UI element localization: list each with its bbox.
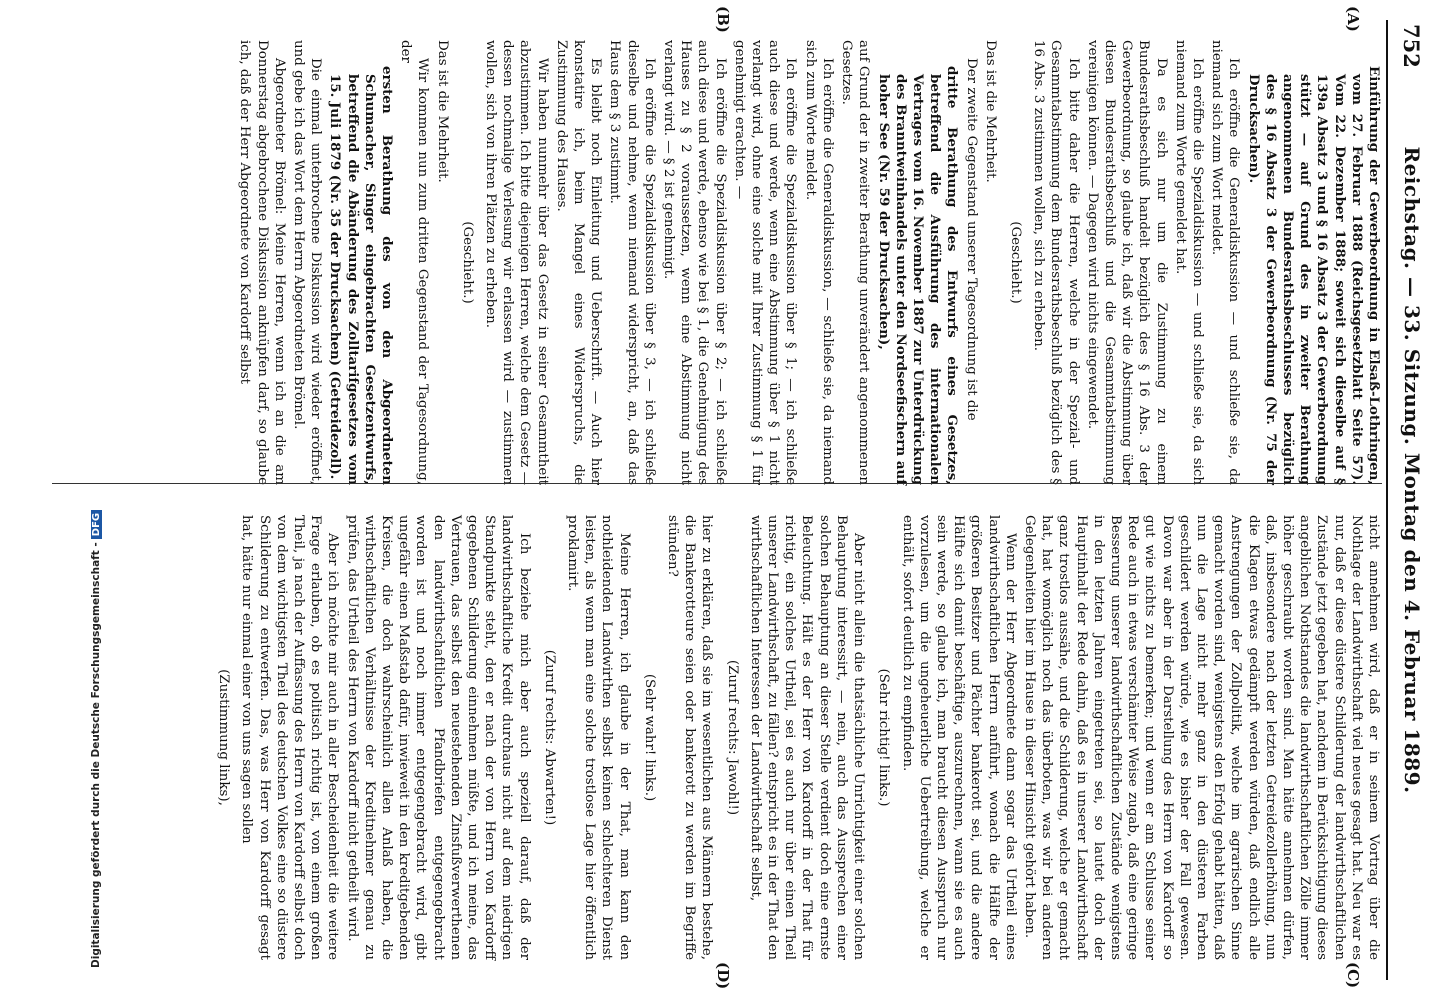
paragraph: nicht annehmen wird, daß er in seinem Vortrag über die Nothlage der Landwirthschaft viel neues gesagt hat. Neu war es nur, daß er diese düstere Schilderung der landwirthschaftlichen Zustände jetzt gegeben hat, nachdem in Berücksichtigung dieses angeblichen Nothstandes die landwirthschaftlichen Zölle immer höher geschraubt worden sind. Man hätte annehmen dürfen, daß, insbesondere nach der letzten Getreidezollerhöhung, nun die Klagen etwas gedämpft werden würden, daß endlich alle Anstrengungen der Zollpolitik, welche im agrarischen Sinne gemacht worden sind, wenigstens den Erfolg gehabt hätten, daß nun die Lage nicht mehr ganz in den düsteren Farben geschildert werden würde, wie es bisher der Fall gewesen. Davon war aber in der Darstellung des Herrn von Kardorff so gut wie nichts zu bemerken; und wenn er am Schlusse seiner Rede auch in etwas verschämter Weise zugab, daß eine geringe Besserung unserer landwirthschaftlichen Zustände wenigstens in den letzten Jahren eingetreten sei, so lautet doch der Hauptinhalt der Rede dahin, daß es in unserer Landwirthschaft ganz trostlos aussähe, und die Schilderung, welche er gemacht hat, hat womöglich noch das überboten, was wir bei anderen Gelegenheiten hier im Hause in dieser Hinsicht gehört haben. bbox=[1021, 515, 1381, 960]
paragraph: Ich bitte daher die Herren, welche in der Spezial- und Gesammtabstimmung dem Bundesrathsbeschluß bezüglich des § 16 Abs. 3 zustimmen wollen, sich zu erheben. bbox=[1031, 40, 1081, 485]
margin-marker-a: (A) bbox=[1344, 6, 1362, 32]
paragraph: auf Grund der in zweiter Berathung unverändert angenommenen Gesetzes. bbox=[839, 40, 872, 485]
running-title: Reichstag. — 33. Sitzung. Montag den 4. Februar 1889. bbox=[1400, 146, 1424, 794]
digitization-note-text: Digitalisierung gefördert durch die Deutsche Forschungsgemeinschaft - bbox=[90, 542, 102, 968]
paragraph: Ich eröffne die Spezialdiskussion über § 3, — ich schließe dieselbe und nehme, wenn niemand widerspricht, an, daß das Haus dem § 3 zustimmt. bbox=[607, 40, 657, 485]
paragraph: Ich eröffne die Generaldiskussion, — schließe sie, da niemand sich zum Worte meldet. bbox=[802, 40, 835, 485]
paragraph: Da es sich nur um die Zustimmung zu einem Bundesrathsbeschluß handelt bezüglich des § 16 Abs. 3 der Gewerbeordnung, so glaube ich, daß wir die Abstimmung über diesen Bundesrathsbeschluß und die Gesammtabstimmung vereinigen können. — Dagegen wird nichts eingewendet. bbox=[1084, 40, 1169, 485]
agenda-item: dritte Berathung des Entwurfs eines Gesetzes, betreffend die Ausführung des internationalen Vertrages vom 16. November 1887 zur Unterdrückung des Branntweinhandels unter den Nordseefischern auf hoher See (Nr. 59 der Drucksachen), bbox=[875, 66, 961, 485]
paragraph: Wir kommen nun zum dritten Gegenstand der Tagesordnung, der bbox=[398, 40, 431, 485]
agenda-item: Einführung der Gewerbeordnung in Elsaß-Lothringen, vom 27. Februar 1888 (Reichsgesetzblatt Seite 57). Vom 22. Dezember 1888; soweit sich dieselbe auf § 139a Absatz 3 und § 16 Absatz 3 der Gewerbeordnung stützt — auf Grund des in zweiter Berathung angenommenen Bundesrathsbeschlusses bezüglich des § 16 Absatz 3 der Gewerbeordnung (Nr. 75 der Drucksachen). bbox=[1245, 66, 1382, 485]
paragraph: Ich eröffne die Spezialdiskussion über § 1; — ich schließe auch diese und werde, wenn eine Abstimmung über § 1 nicht verlangt wird, ohne eine solche mit Ihrer Zustimmung § 1 für genehmigt erachten. — bbox=[731, 40, 799, 485]
dfg-logo: DFG bbox=[91, 510, 102, 539]
column-divider bbox=[52, 483, 1382, 484]
paragraph: Es bleibt noch Einleitung und Ueberschrift. — Auch hier konstatire ich, beim Mangel eines Widerspruchs, die Zustimmung des Hauses. bbox=[553, 40, 604, 485]
interjection: (Geschieht.) bbox=[459, 221, 475, 304]
header-rule bbox=[1386, 20, 1388, 980]
interjection: (Zuruf rechts: Abwarten!) bbox=[541, 649, 557, 826]
paragraph: Ich eröffne die Spezialdiskussion — und schließe sie, da sich niemand zum Worte gemeldet hat. bbox=[1172, 40, 1205, 485]
page-number: 752 bbox=[1399, 24, 1424, 68]
interjection: (Zuruf rechts: Jawohl!) bbox=[724, 659, 740, 816]
margin-marker-b: (B) bbox=[714, 6, 732, 33]
paragraph: Wir haben nunmehr über das Gesetz in seiner Gesammtheit abzustimmen. Ich bitte diejenigen Herren, welche dem Gesetz — dessen nochmalige Verlesung wir erlassen wird — zustimmen wollen, sich von ihren Plätzen zu erheben. bbox=[483, 40, 550, 485]
digitization-note bbox=[90, 0, 102, 968]
right-column bbox=[207, 515, 1382, 960]
paragraph: Aber ich möchte mir auch in aller Bescheidenheit die weitere Frage erlauben, ob es politisch richtig ist, von einem großen Theil, ja nach der Auffassung des Herrn von Kardorff selbst doch von dem wichtigsten Theil des deutschen Volkes eine so düstere Schilderung zu entwerfen. Das, was Herr von Kardorff gesagt hat, hätte nur einmal einer von uns sagen sollen bbox=[239, 515, 341, 960]
paragraph: Das ist die Mehrheit. bbox=[982, 40, 998, 183]
paragraph: Das ist die Mehrheit. bbox=[434, 40, 450, 183]
paragraph: Der zweite Gegenstand unserer Tagesordnung ist die bbox=[963, 58, 979, 421]
paragraph: Aber nicht allein die thatsächliche Unrichtigkeit einer solchen Behauptung interessirt, — nein, auch das Aussprechen einer solchen Behauptung an dieser Stelle verdient doch eine ernste Beleuchtung. Hält es der Herr von Kardorff in der That für richtig, ein solches Urtheil, sei es auch nur über einen Theil unserer Landwirthschaft, zu fällen? entspricht es in der That den wirthschaftlichen Interessen der Landwirthschaft selbst, bbox=[747, 515, 867, 960]
paragraph: Ich eröffne die Spezialdiskussion über § 2; — ich schließe auch diese und werde, ebenso wie bei § 1, die Genehmigung des Hauses zu § 2 voraussetzen, wenn eine Abstimmung nicht verlangt wird. — § 2 ist genehmigt. bbox=[661, 40, 728, 485]
paragraph: hier zu erklären, daß sie im wesentlichen aus Männern bestehe, die Bankerotteure seien oder bankerott zu werden im Begriffe stünden? bbox=[665, 515, 715, 960]
paragraph: Abgeordneter Brömel: Meine Herren, wenn ich an die am Donnerstag abgebrochene Diskussion anknüpfen darf, so glaube ich, daß der Herr Abgeordnete von Kardorff selbst bbox=[237, 40, 287, 485]
margin-marker-d: (D) bbox=[714, 962, 732, 990]
paragraph: Ich beziehe mich aber auch speziell darauf, daß der landwirthschaftliche Kredit durchaus nicht auf dem niedrigen Standpunkte steht, den er nach der von Herrn von Kardorff gegebenen Schilderung einnehmen müßte, und ich meine, das Vertrauen, das selbst den neuestehenden Zinsfußverwerthenen den landwirthschaftlichen Pfandbriefen entgegengebracht worden ist und noch immer entgegengebracht wird, gibt ungefähr einen Maßstab dafür, inwieweit in den kreditgebenden Kreisen, die doch wahrscheinlich allen Anlaß haben, die wirthschaftlichen Verhältnisse der Kreditnehmer genau zu prüfen, das Urtheil des Herrn von Kardorff nicht getheilt wird. bbox=[344, 515, 532, 960]
paragraph: Wenn der Herr Abgeordnete dann sogar das Urtheil eines landwirthschaftlichen Herrn anführt, wonach die Hälfte der größeren Besitzer und Pächter bankerott sei, und die andere Hälfte sich damit beschäftige, auszurechnen, wann sie es auch sein werde, so glaube ich, man braucht diesen Ausspruch nur vorzulesen, um die ungeheuerliche Uebertreibung, welche er enthält, sofort deutlich zu empfinden. bbox=[899, 515, 1018, 960]
interjection: (Zustimmung links), bbox=[216, 669, 232, 806]
interjection: (Sehr richtig! links.) bbox=[876, 668, 892, 807]
left-column bbox=[234, 40, 1382, 485]
interjection: (Sehr wahr! links.) bbox=[641, 673, 657, 802]
interjection: (Geschieht.) bbox=[1007, 221, 1023, 304]
agenda-item: ersten Berathung des von den Abgeordneten Schumacher, Singer eingebrachten Gesetzentwurfs, betreffend die Abänderung des Zolltarifgesetzes vom 15. Juli 1879 (Nr. 35 der Drucksachen) (Getreidezoll). bbox=[327, 66, 396, 485]
margin-marker-c: (C) bbox=[1344, 962, 1362, 989]
paragraph: Ich eröffne die Generaldiskussion — und schließe sie, da niemand sich zum Wort meldet. bbox=[1209, 40, 1242, 485]
paragraph: Die einmal unterbrochene Diskussion wird wieder eröffnet, und gebe ich das Wort dem Herrn Abgeordneten Brömel. bbox=[291, 40, 324, 485]
paragraph: Meine Herren, ich glaube in der That, man kann den nothleidenden Landwirthen selbst keinen schlechteren Dienst leisten, als wenn man eine solche trostlose Lage hier öffentlich proklamirt. bbox=[565, 515, 632, 960]
